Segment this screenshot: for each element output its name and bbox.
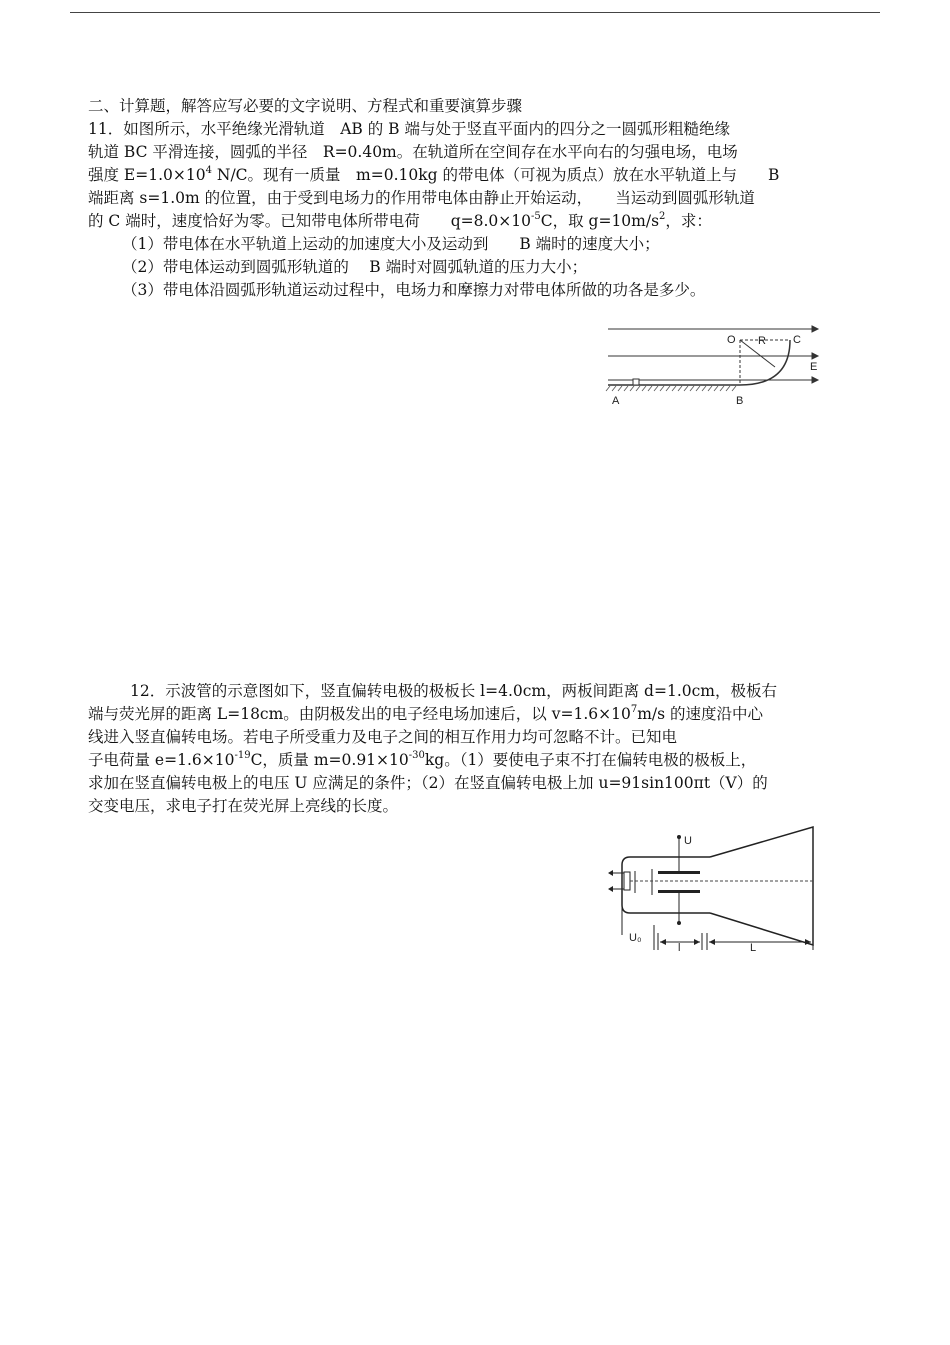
q11-part-2: （2）带电体运动到圆弧形轨道的 B 端时对圆弧轨道的压力大小； [122, 258, 588, 276]
q11-figure [600, 322, 830, 408]
q12-figure [600, 825, 825, 955]
q12-line-4: 子电荷量 $e=1.6\times 10^{-19}C$，质量 $m=0.91\times 10^{-30}kg$。（1）要使电子束不打在偏转电极的极板上， [88, 750, 757, 769]
q11-line-3: 强度 $E=1.0\times 10^4$ N/C。现有一质量 m=0.10kg 的带电体（可视为质点）放在水平轨道上与 B [88, 165, 780, 184]
question-11-block [88, 95, 888, 302]
label-U0: U₀ [629, 932, 642, 944]
label-L: L [750, 942, 757, 954]
q11-line-1: 11．如图所示，水平绝缘光滑轨道 AB 的 B 端与处于竖直平面内的四分之一圆弧形粗糙绝缘 [88, 120, 730, 138]
q11-part-1: （1）带电体在水平轨道上运动的加速度大小及运动到 B 端时的速度大小； [122, 235, 660, 253]
header-rule [70, 12, 880, 13]
label-l: l [678, 942, 681, 954]
label-O: O [727, 334, 736, 346]
section-title: 二、计算题，解答应写必要的文字说明、方程式和重要演算步骤 [88, 97, 523, 115]
label-A: A [612, 395, 620, 407]
q11-line-5: 的 C 端时，速度恰好为零。已知带电体所带电荷 $q=8.0\times 10^{-5}C$，取 $g=10m/s^2$，求： [88, 211, 712, 230]
q11-line-2: 轨道 BC 平滑连接，圆弧的半径 R=0.40m。在轨道所在空间存在水平向右的匀强电场，电场 [88, 143, 738, 161]
question-12-block [88, 680, 888, 818]
q11-line-4: 端距离 s=1.0m 的位置，由于受到电场力的作用带电体由静止开始运动， 当运动到圆弧形轨道 [88, 189, 755, 207]
q12-line-3: 线进入竖直偏转电场。若电子所受重力及电子之间的相互作用力均可忽略不计。已知电 [88, 728, 678, 746]
label-R: R [758, 335, 766, 347]
q11-exp-4: 4 [205, 165, 212, 176]
label-E: E [810, 361, 818, 373]
q12-line-6: 交变电压，求电子打在荧光屏上亮线的长度。 [88, 797, 399, 815]
label-U: U [684, 835, 692, 847]
q11-part-3: （3）带电体沿圆弧形轨道运动过程中，电场力和摩擦力对带电体所做的功各是多少。 [122, 281, 706, 299]
q12-line-2: 端与荧光屏的距离 L=18cm。由阴极发出的电子经电场加速后，以 $v=1.6\times 10^7m/s$ 的速度沿中心 [88, 704, 764, 723]
label-B: B [736, 395, 744, 407]
label-C: C [793, 334, 801, 346]
q12-line-1: 12．示波管的示意图如下，竖直偏转电极的极板长 l=4.0cm，两板间距离 d=1.0cm，极板右 [130, 682, 777, 700]
q12-line-5: 求加在竖直偏转电极上的电压 U 应满足的条件；（2）在竖直偏转电极上加 u=91sin100πt（V）的 [88, 774, 768, 792]
